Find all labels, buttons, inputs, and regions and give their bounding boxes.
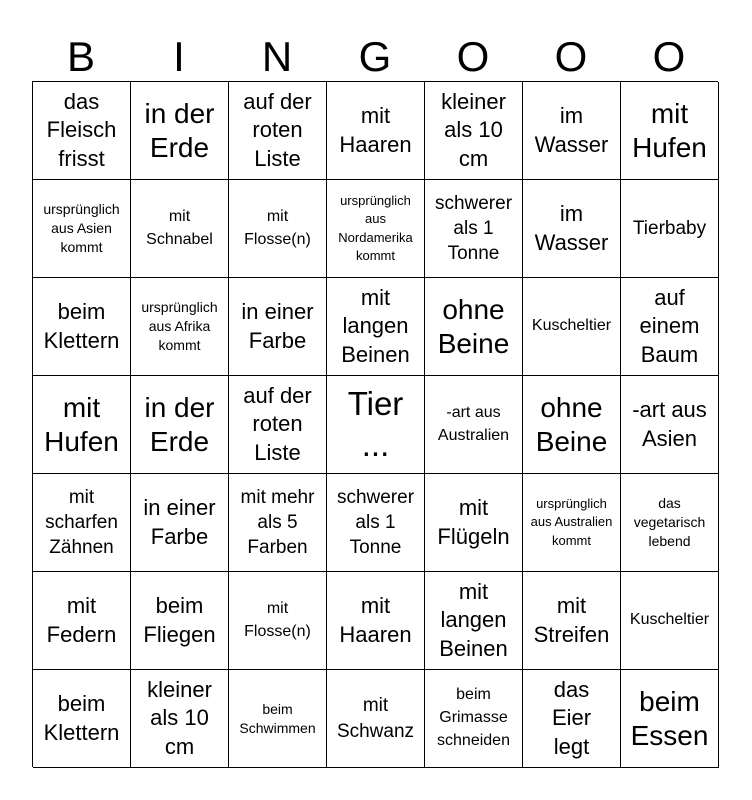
cell-text: beim Schwimmen	[239, 700, 316, 736]
header-letter: I	[173, 33, 185, 80]
bingo-grid	[32, 81, 718, 767]
cell-text: das Fleisch frisst	[46, 88, 117, 171]
bingo-cell[interactable]	[327, 670, 425, 768]
cell-text: mit Flügeln	[437, 494, 510, 549]
cell-text: auf der roten Liste	[243, 88, 312, 171]
cell-text: das Eier legt	[551, 676, 592, 759]
bingo-cell[interactable]	[523, 572, 621, 670]
bingo-cell[interactable]	[621, 278, 719, 376]
bingo-cell[interactable]	[327, 474, 425, 572]
bingo-cell[interactable]	[327, 180, 425, 278]
bingo-cell[interactable]	[425, 278, 523, 376]
cell-text: mit Schnabel	[146, 207, 213, 248]
bingo-cell[interactable]	[229, 82, 327, 180]
cell-text: beim Grimasse schneiden	[437, 686, 510, 749]
header-letter: O	[456, 33, 490, 80]
cell-text: -art aus Australien	[437, 403, 510, 444]
bingo-cell[interactable]	[621, 670, 719, 768]
cell-text: Tier ...	[347, 385, 404, 463]
bingo-cell[interactable]	[33, 670, 131, 768]
cell-text: Kuscheltier	[531, 317, 612, 335]
bingo-cell[interactable]	[229, 572, 327, 670]
bingo-cell[interactable]	[621, 82, 719, 180]
bingo-cell[interactable]	[425, 474, 523, 572]
bingo-cell[interactable]	[523, 278, 621, 376]
bingo-cell[interactable]	[425, 376, 523, 474]
bingo-cell[interactable]	[327, 572, 425, 670]
bingo-cell[interactable]	[523, 474, 621, 572]
cell-text: schwerer als 1 Tonne	[336, 486, 415, 559]
bingo-cell[interactable]	[523, 180, 621, 278]
cell-text: mit Schwanz	[336, 695, 415, 742]
cell-text: das vegetarisch lebend	[633, 495, 706, 549]
cell-text: im Wasser	[534, 102, 609, 157]
cell-text: -art aus Asien	[632, 396, 707, 451]
cell-text: in der Erde	[144, 97, 215, 163]
bingo-cell[interactable]	[621, 572, 719, 670]
cell-text: im Wasser	[534, 200, 609, 255]
cell-text: kleiner als 10 cm	[147, 676, 212, 759]
cell-text: beim Klettern	[43, 690, 120, 745]
cell-text: mit Federn	[46, 592, 117, 647]
cell-text: mit Haaren	[339, 592, 412, 647]
bingo-cell[interactable]	[425, 82, 523, 180]
cell-text: kleiner als 10 cm	[441, 88, 506, 171]
cell-text: beim Fliegen	[143, 592, 216, 647]
bingo-cell[interactable]	[229, 278, 327, 376]
cell-text: ursprünglich aus Nordamerika kommt	[338, 193, 413, 263]
cell-text: beim Essen	[630, 685, 709, 751]
cell-text: mit Haaren	[339, 102, 412, 157]
bingo-cell[interactable]	[131, 180, 229, 278]
cell-text: ohne Beine	[535, 391, 608, 457]
cell-text: mit langen Beinen	[439, 578, 508, 661]
cell-text: mit langen Beinen	[341, 284, 410, 367]
header-letter: O	[554, 33, 588, 80]
cell-text: in einer Farbe	[143, 494, 216, 549]
cell-text: in einer Farbe	[241, 298, 314, 353]
cell-text: ursprünglich aus Australien kommt	[530, 496, 613, 548]
cell-text: mit Flosse(n)	[244, 599, 311, 640]
cell-text: ohne Beine	[437, 293, 510, 359]
bingo-cell[interactable]	[425, 572, 523, 670]
cell-text: auf einem Baum	[639, 284, 700, 367]
header-letter: N	[261, 33, 293, 80]
bingo-cell[interactable]	[33, 572, 131, 670]
bingo-cell[interactable]	[523, 82, 621, 180]
bingo-cell[interactable]	[131, 376, 229, 474]
cell-text: Kuscheltier	[629, 611, 710, 629]
bingo-cell[interactable]	[229, 670, 327, 768]
bingo-cell[interactable]	[229, 474, 327, 572]
bingo-cell[interactable]	[327, 376, 425, 474]
bingo-cell[interactable]	[33, 376, 131, 474]
bingo-cell[interactable]	[523, 670, 621, 768]
header-letter: G	[358, 33, 392, 80]
bingo-cell[interactable]	[33, 278, 131, 376]
bingo-cell[interactable]	[131, 474, 229, 572]
cell-text: in der Erde	[144, 391, 215, 457]
bingo-cell[interactable]	[131, 82, 229, 180]
bingo-cell[interactable]	[131, 278, 229, 376]
cell-text: auf der roten Liste	[243, 382, 312, 465]
bingo-cell[interactable]	[621, 376, 719, 474]
cell-text: mit scharfen Zähnen	[45, 486, 118, 559]
bingo-cell[interactable]	[621, 180, 719, 278]
bingo-cell[interactable]	[131, 572, 229, 670]
bingo-cell[interactable]	[33, 474, 131, 572]
bingo-header	[32, 32, 718, 82]
bingo-cell[interactable]	[33, 82, 131, 180]
bingo-cell[interactable]	[33, 180, 131, 278]
bingo-cell[interactable]	[425, 670, 523, 768]
header-letter: O	[652, 33, 686, 80]
cell-text: beim Klettern	[43, 298, 120, 353]
cell-text: mit Streifen	[533, 592, 610, 647]
cell-text: ursprünglich aus Asien kommt	[43, 201, 120, 255]
bingo-cell[interactable]	[425, 180, 523, 278]
header-letter: B	[66, 33, 95, 80]
cell-text: mit Hufen	[44, 391, 119, 457]
bingo-cell[interactable]	[131, 670, 229, 768]
cell-text: mit Hufen	[632, 97, 707, 163]
cell-text: mit Flosse(n)	[244, 207, 311, 248]
bingo-cell[interactable]	[523, 376, 621, 474]
cell-text: mit mehr als 5 Farben	[240, 486, 315, 559]
bingo-cell[interactable]	[621, 474, 719, 572]
cell-text: schwerer als 1 Tonne	[434, 192, 513, 265]
bingo-cell[interactable]	[327, 82, 425, 180]
cell-text: ursprünglich aus Afrika kommt	[141, 299, 218, 353]
bingo-cell[interactable]	[229, 180, 327, 278]
cell-text: Tierbaby	[632, 217, 707, 239]
bingo-cell[interactable]	[327, 278, 425, 376]
bingo-cell[interactable]	[229, 376, 327, 474]
